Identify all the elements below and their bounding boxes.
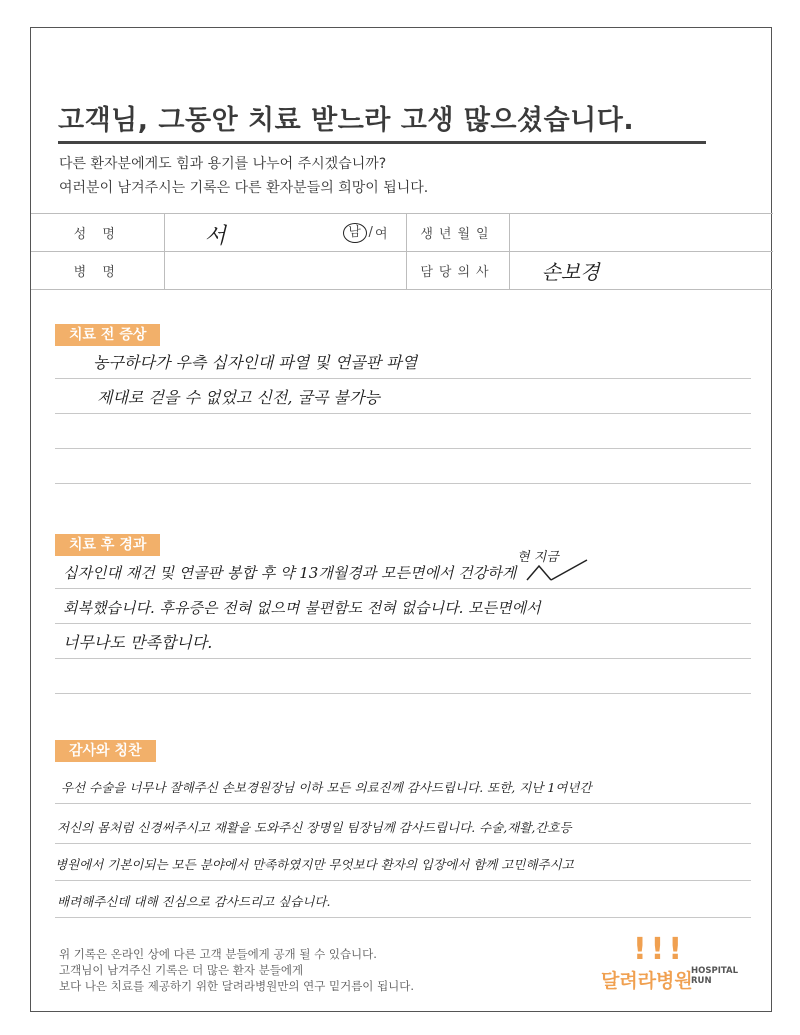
handwritten-text: 십자인대 재건 및 연골판 봉합 후 약 13개월경과 모든면에서 건강하게 [63,564,517,582]
sex-female: 여 [374,227,388,242]
logo-english-line-1: HOSPITAL [691,966,738,976]
handwritten-insertion: 현 지금 [517,550,559,565]
disease-label: 병 명 [31,252,164,290]
footer-note [59,946,414,994]
after-treatment-lines [55,550,751,694]
handwritten-text: 농구하다가 우측 십자인대 파열 및 연골판 파열 [93,353,418,372]
sex-male-circled: 남 [343,223,367,243]
handwritten-line [55,659,751,694]
sex-slash: / [368,225,373,240]
intro-line-2: 여러분이 남겨주시는 기록은 다른 환자분들의 희망이 됩니다. [59,180,429,196]
patient-info-table [31,213,773,290]
footer-line-2: 고객님이 남겨주신 기록은 더 많은 환자 분들에게 [59,963,304,977]
handwritten-line [55,414,751,449]
handwritten-text: 병원에서 기본이되는 모든 분야에서 만족하였지만 무엇보다 환자의 입장에서 함께 고민해주시고 [55,857,574,872]
handwritten-line [55,550,751,589]
handwritten-line [55,844,751,881]
handwritten-line [55,449,751,484]
handwritten-line [55,589,751,624]
intro-line-1: 다른 환자분에게도 힘과 용기를 나누어 주시겠습니까? [59,156,387,172]
testimonial-form [30,27,772,1012]
logo-exclamation-icon: !!! [633,932,687,967]
handwritten-text: 배려해주신데 대해 진심으로 감사드리고 싶습니다. [57,894,331,909]
birth-value [509,214,773,252]
disease-value [164,252,406,290]
doctor-value: 손보경 [509,252,773,290]
name-field [164,214,406,252]
after-treatment-tag: 치료 후 경과 [55,534,160,556]
before-treatment-lines [55,344,751,484]
before-treatment-tag: 치료 전 증상 [55,324,160,346]
thanks-tag: 감사와 칭찬 [55,740,156,762]
handwritten-text: 너무나도 만족합니다. [63,633,213,652]
hospital-logo [599,932,754,1002]
handwritten-line [55,804,751,844]
handwritten-text: 저신의 몸처럼 신경써주시고 재활을 도와주신 장명일 팀장님께 감사드립니다. 수술,재활,간호등 [57,820,572,835]
name-value: 서 [204,224,226,249]
handwritten-line [55,762,751,804]
sex-selector [165,223,406,243]
page-title: 고객님, 그동안 치료 받느라 고생 많으셨습니다. [58,98,706,144]
doctor-label: 담당의사 [406,252,509,290]
footer-line-3: 보다 나은 치료를 제공하기 위한 달려라병원만의 연구 밑거름이 됩니다. [59,979,415,993]
handwritten-line [55,379,751,414]
footer-line-1: 위 기록은 온라인 상에 다른 고객 분들에게 공개 될 수 있습니다. [59,947,377,961]
insertion-caret-icon [525,558,595,586]
name-label: 성 명 [31,214,164,252]
handwritten-text: 회복했습니다. 후유증은 전혀 없으며 불편함도 전혀 없습니다. 모든면에서 [63,599,541,617]
intro-text [59,152,428,200]
logo-name: 달려라병원 [601,970,693,992]
handwritten-line [55,624,751,659]
thanks-lines [55,762,751,918]
handwritten-line [55,881,751,918]
logo-english-line-2: RUN [691,976,712,986]
handwritten-text: 제대로 걷을 수 없었고 신전, 굴곡 불가능 [97,388,380,407]
handwritten-line [55,344,751,379]
birth-label: 생년월일 [406,214,509,252]
logo-english [691,966,738,986]
handwritten-text: 우선 수술을 너무나 잘해주신 손보경원장님 이하 모든 의료진께 감사드립니다. 또한, 지난 1여년간 [61,780,592,795]
